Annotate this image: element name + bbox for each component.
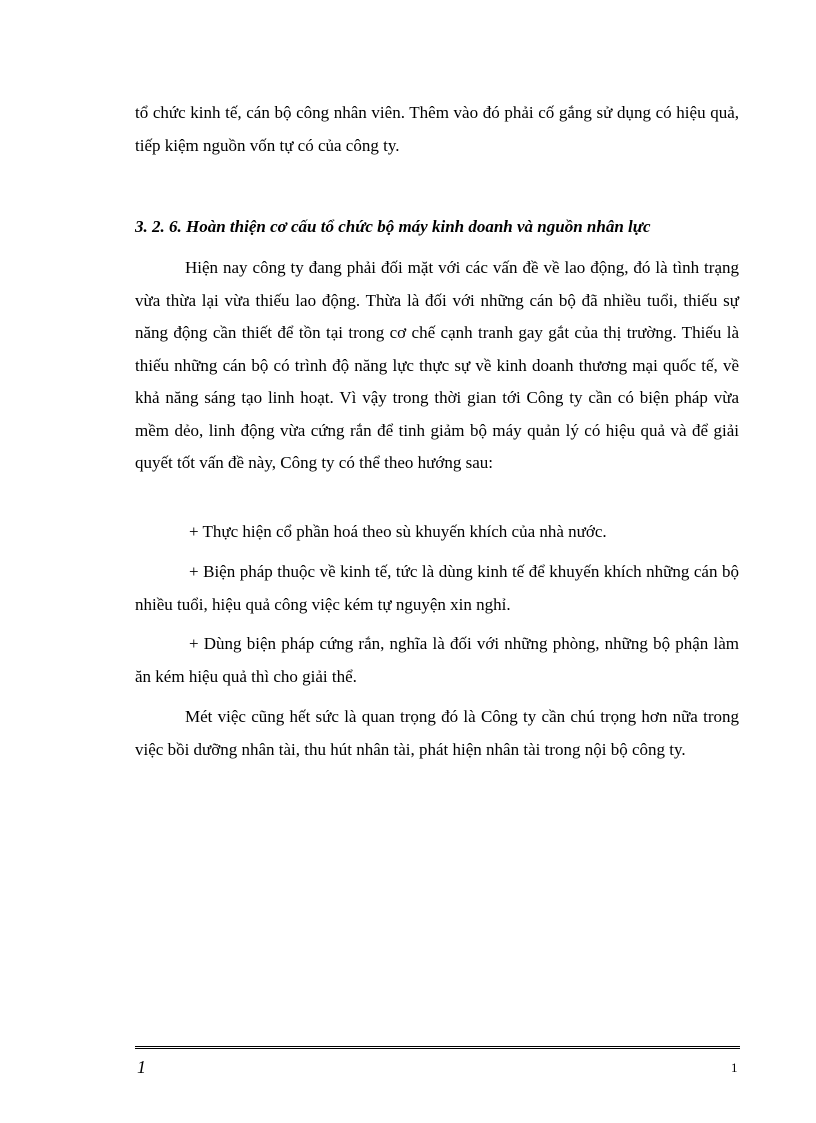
bullet-item-1: + Thực hiện cổ phần hoá theo sù khuyến khích của nhà nước. bbox=[189, 522, 607, 541]
bullet-item-2: + Biện pháp thuộc về kinh tế, tức là dùng kinh tế để khuyến khích những cán bộ nhiều tuổi, hiệu quả công việc kém tự nguyện xin nghỉ. bbox=[135, 562, 739, 614]
section-heading: 3. 2. 6. Hoàn thiện cơ cấu tổ chức bộ máy kinh doanh và nguồn nhân lực bbox=[135, 217, 651, 236]
bullet-item-3: + Dùng biện pháp cứng rắn, nghĩa là đối với những phòng, những bộ phận làm ăn kém hiệu quả thì cho giải thể. bbox=[135, 634, 739, 686]
paragraph-main: Hiện nay công ty đang phải đối mặt với các vấn đề về lao động, đó là tình trạng vừa thừa lại vừa thiếu lao động. Thừa là đối với những cán bộ đã nhiều tuổi, thiếu sự năng động cần thiết để tồn tại trong cơ chế cạnh tranh gay gắt của thị trường. Thiếu là thiếu những cán bộ có trình độ năng lực thực sự về kinh doanh thương mại quốc tế, về khả năng sáng tạo linh hoạt. Vì vậy trong thời gian tới Công ty cần có biện pháp vừa mềm dẻo, linh động vừa cứng rắn để tinh giảm bộ máy quản lý có hiệu quả và để giải quyết tốt vấn đề này, Công ty có thể theo hướng sau: bbox=[135, 258, 739, 472]
page-number: 1 bbox=[731, 1060, 738, 1075]
paragraph-closing: Mét việc cũng hết sức là quan trọng đó là Công ty cần chú trọng hơn nữa trong việc bồi dưỡng nhân tài, thu hút nhân tài, phát hiện nhân tài trong nội bộ công ty. bbox=[135, 707, 739, 759]
footer-left-number: 1 bbox=[137, 1057, 146, 1077]
paragraph-continuation: tổ chức kinh tế, cán bộ công nhân viên. Thêm vào đó phải cố gắng sử dụng có hiệu quả, tiếp kiệm nguồn vốn tự có của công ty. bbox=[135, 103, 739, 155]
footer-rule bbox=[135, 1046, 740, 1049]
